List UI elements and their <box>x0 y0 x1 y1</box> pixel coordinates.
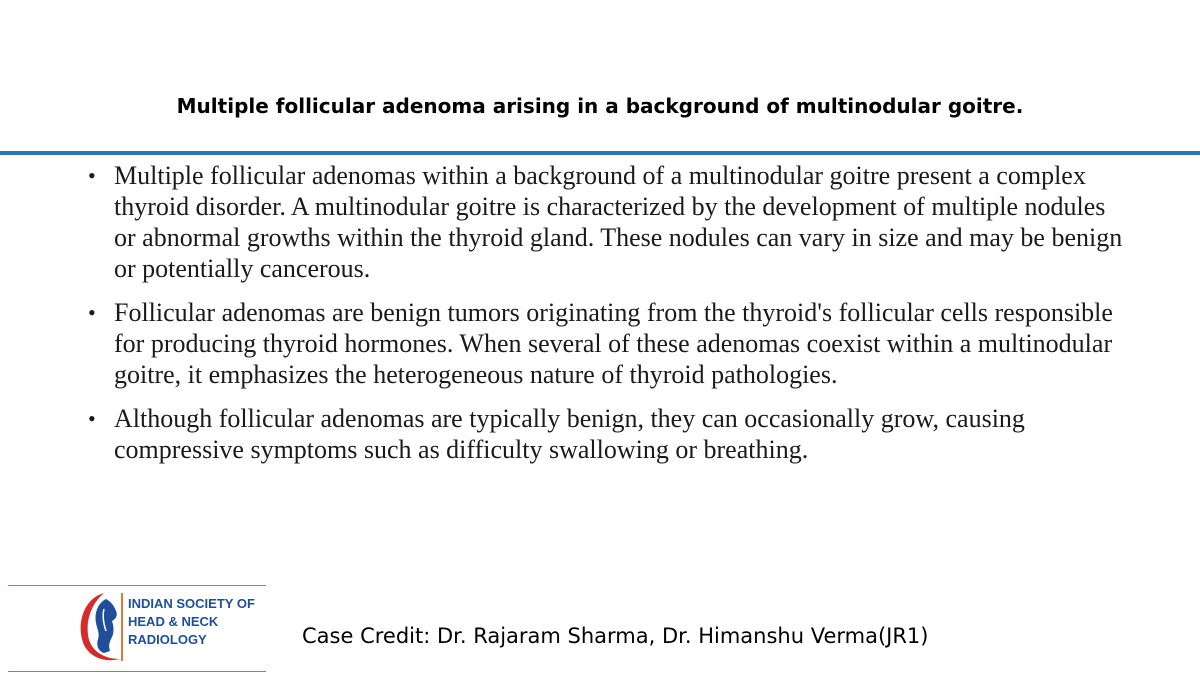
head-neck-emblem-icon <box>74 589 124 667</box>
bullet-text: Although follicular adenomas are typically benign, they can occasionally grow, causing compressive symptoms such as difficulty swallowing or breathing. <box>114 404 1025 464</box>
bullet-item <box>88 403 1128 465</box>
logo-text <box>128 595 255 649</box>
logo-bottom-rule <box>8 671 266 672</box>
bullet-list <box>88 160 1128 478</box>
logo-top-rule <box>8 585 266 586</box>
logo-line: RADIOLOGY <box>128 632 207 647</box>
bullet-text: Follicular adenomas are benign tumors originating from the thyroid's follicular cells responsible for producing thyroid hormones. When several of these adenomas coexist within a multinodular goitre, it emphasizes the heterogeneous nature of thyroid pathologies. <box>114 298 1113 389</box>
logo-line: HEAD & NECK <box>128 614 219 629</box>
bullet-mark: • <box>88 300 96 325</box>
society-logo <box>8 585 266 672</box>
slide-title: Multiple follicular adenoma arising in a background of multinodular goitre. <box>176 94 1024 118</box>
case-credit: Case Credit: Dr. Rajaram Sharma, Dr. Himanshu Verma(JR1) <box>302 624 929 648</box>
bullet-mark: • <box>88 406 96 431</box>
bullet-item <box>88 297 1128 390</box>
logo-line: INDIAN SOCIETY OF <box>128 596 255 611</box>
logo-divider <box>121 593 123 661</box>
bullet-mark: • <box>88 163 96 188</box>
title-divider <box>0 151 1200 155</box>
bullet-item <box>88 160 1128 284</box>
bullet-text: Multiple follicular adenomas within a background of a multinodular goitre present a complex thyroid disorder. A multinodular goitre is characterized by the development of multiple nodules or abnormal growths within the thyroid gland. These nodules can vary in size and may be benign or potentially cancerous. <box>114 161 1123 283</box>
